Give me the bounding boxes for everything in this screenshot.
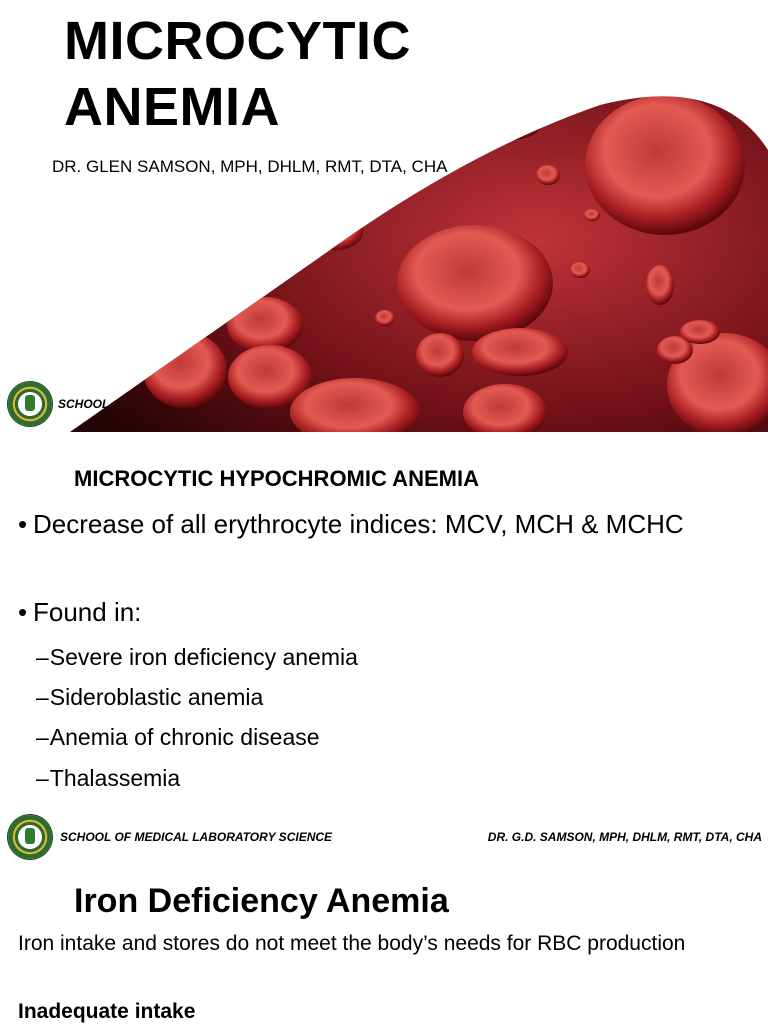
slide-title-text bbox=[64, 8, 411, 140]
school-seal-logo bbox=[8, 815, 52, 859]
bullet-indices bbox=[18, 504, 713, 545]
title-line-2: ANEMIA bbox=[64, 77, 280, 137]
sub-item bbox=[36, 724, 320, 751]
sub-item-text: Thalassemia bbox=[49, 765, 181, 791]
bullet-marker: • bbox=[18, 509, 28, 539]
title-line-1: MICROCYTIC bbox=[64, 11, 411, 71]
bullet-marker: • bbox=[18, 597, 28, 627]
dash-marker: – bbox=[36, 765, 49, 791]
dash-marker: – bbox=[36, 684, 49, 710]
slide-microcytic-hypochromic bbox=[0, 432, 768, 864]
slide-title bbox=[0, 0, 768, 432]
sub-item bbox=[36, 644, 358, 671]
slide-body-text: Iron intake and stores do not meet the body’s needs for RBC production bbox=[18, 932, 686, 955]
sub-item bbox=[36, 765, 180, 792]
slide-heading: MICROCYTIC HYPOCHROMIC ANEMIA bbox=[74, 466, 479, 491]
sub-item-text: Anemia of chronic disease bbox=[49, 724, 320, 750]
footer-school-name: SCHOOL OF MEDICAL LABORATORY SCIENCE bbox=[60, 830, 333, 844]
sub-item-text: Severe iron deficiency anemia bbox=[49, 644, 358, 670]
slide-heading: Iron Deficiency Anemia bbox=[74, 882, 449, 920]
sub-item bbox=[36, 684, 263, 711]
dash-marker: – bbox=[36, 724, 49, 750]
school-seal-logo bbox=[8, 382, 52, 426]
dash-marker: – bbox=[36, 644, 49, 670]
footer-author: DR. G.D. SAMSON, MPH, DHLM, RMT, DTA, CHA bbox=[487, 830, 762, 844]
slide-subheading: Inadequate intake bbox=[18, 1000, 196, 1023]
sub-item-text: Sideroblastic anemia bbox=[49, 684, 264, 710]
bullet-found-in bbox=[18, 592, 713, 633]
school-name-partial: SCHOOL bbox=[58, 397, 110, 411]
bullet-text: Decrease of all erythrocyte indices: MCV, MCH & MCHC bbox=[33, 509, 684, 539]
author-line: DR. GLEN SAMSON, MPH, DHLM, RMT, DTA, CHA bbox=[52, 157, 448, 176]
slide-iron-deficiency bbox=[0, 864, 768, 1024]
bullet-text: Found in: bbox=[33, 597, 142, 627]
